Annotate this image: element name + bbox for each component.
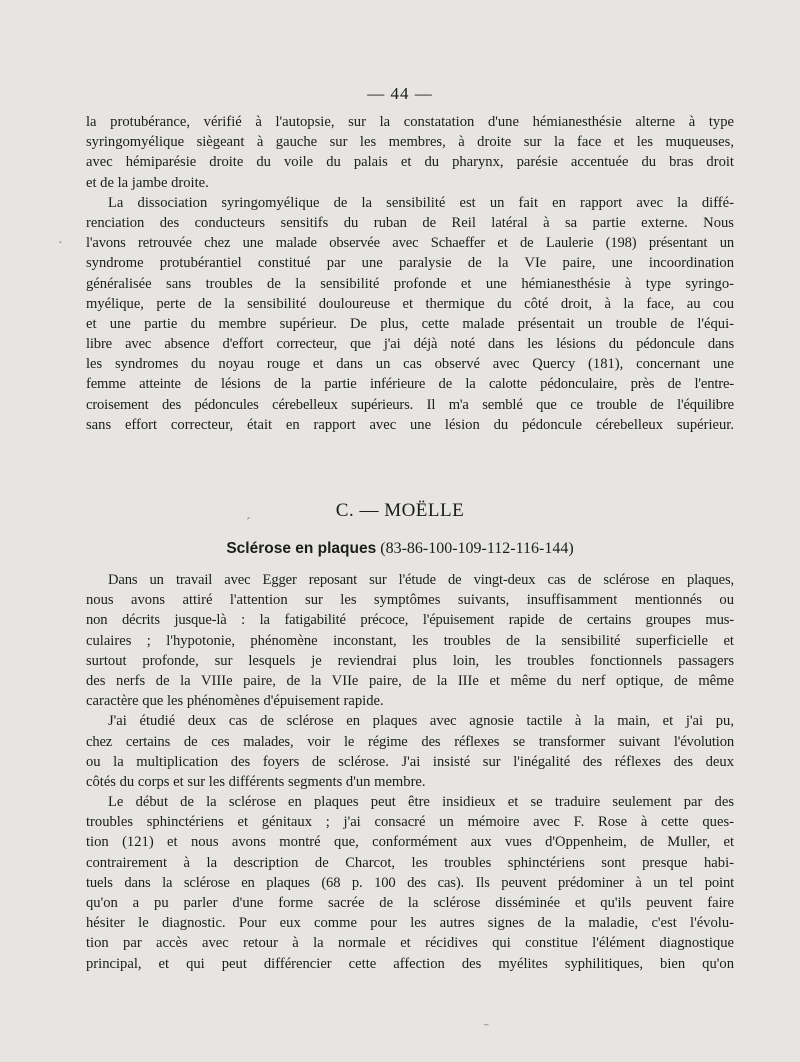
text-line: croisement des pédoncules cérebelleux supérieurs. Il m'a semblé que ce trouble de l'équilibre	[86, 396, 734, 413]
text-line: Le début de la sclérose en plaques peut être insidieux et se traduire seulement par des	[108, 794, 734, 811]
text-line: ou la multiplication des foyers de sclérose. J'ai insisté sur l'inégalité des réflexes des deux	[86, 753, 734, 770]
text-line: myélique, perte de la sensibilité douloureuse et thermique du côté droit, à la face, au cou	[86, 295, 734, 312]
section-heading: C. — MOËLLE	[335, 500, 465, 521]
text-line: troubles sphinctériens et génitaux ; j'ai consacré un mémoire avec F. Rose à cette ques-	[86, 814, 734, 831]
text-line: hésiter le diagnostic. Pour eux comme pour les autres signes de la maladie, c'est l'évolu-	[86, 915, 734, 932]
text-line: non décrits jusque-là : la fatigabilité précoce, l'épuisement rapide de certains groupes mus-	[86, 612, 734, 629]
text-line: Dans un travail avec Egger reposant sur l'étude de vingt-deux cas de sclérose en plaques,	[108, 572, 734, 588]
text-line: caractère que les phénomènes d'épuisement rapide.	[86, 693, 384, 710]
margin-speck: ˉ	[484, 1022, 489, 1037]
margin-speck: ·	[58, 236, 63, 251]
text-line: nous avons attiré l'attention sur les symptômes suivants, insuffisamment mentionnés ou	[86, 592, 734, 609]
text-line: sans effort correcteur, était en rapport avec une lésion du pédoncule cérebelleux supérieur.	[86, 416, 734, 433]
text-line: libre avec absence d'effort correcteur, que j'ai déjà noté dans les lésions du pédoncule dans	[86, 336, 734, 353]
text-line: La dissociation syringomyélique de la sensibilité est un fait en rapport avec la diffé-	[108, 194, 734, 211]
subheading	[0, 540, 800, 558]
text-line: généralisée sans troubles de la sensibilité profonde et une hémianesthésie à type syringo-	[86, 275, 734, 292]
text-line: renciation des conducteurs sensitifs du ruban de Reil latéral à sa partie externe. Nous	[86, 214, 734, 231]
text-line: culaires ; l'hypotonie, phénomène inconstant, les troubles de la sensibilité superficielle et	[86, 632, 734, 649]
text-line: syringomyélique siègeant à gauche sur les membres, à droite sur la face et les muqueuses,	[86, 134, 734, 151]
page-number: — 44 —	[367, 84, 433, 103]
subheading-references: (83-86-100-109-112-116-144)	[376, 540, 574, 557]
text-line: tion par accès avec retour à la normale et récidives qui constitue l'élément diagnostique	[86, 935, 734, 952]
text-line: et une partie du membre supérieur. De plus, cette malade présentait un trouble de l'équi-	[86, 315, 734, 332]
text-line: tion (121) et nous avons montré que, conformément aux vues d'Oppenheim, de Muller, et	[86, 834, 734, 851]
text-line: l'avons retrouvée chez une malade observée avec Schaeffer et de Laulerie (198) présentant un	[86, 235, 734, 252]
text-line: tuels dans la sclérose en plaques (68 p. 100 des cas). Ils peuvent prédominer à un tel point	[86, 874, 734, 891]
text-line: chez certains de ces malades, voir le régime des réflexes se transformer suivant l'évolution	[86, 733, 734, 750]
paragraph-block-protuberance	[86, 112, 734, 435]
subheading-title: Sclérose en plaques	[226, 540, 377, 557]
text-line: avec hémiparésie droite du voile du palais et du pharynx, parésie accentuée du bras droit	[86, 154, 734, 171]
text-line: J'ai étudié deux cas de sclérose en plaques avec agnosie tactile à la main, et j'ai pu,	[108, 713, 734, 730]
text-line: principal, et qui peut différencier cette affection des myélites syphilitiques, bien qu'on	[86, 955, 734, 972]
text-line: contrairement à la description de Charcot, les troubles sphinctériens sont presque habi-	[86, 854, 734, 871]
paragraph-block-sclerose	[86, 570, 734, 974]
text-line: les syndromes du noyau rouge et dans un cas observé avec Quercy (181), concernant une	[86, 356, 734, 373]
text-line: surtout profonde, sur lesquels je reviendrai plus loin, les troubles fonctionnels passagers	[86, 652, 734, 669]
text-line: côtés du corps et sur les différents segments d'un membre.	[86, 773, 426, 790]
text-line: des nerfs de la VIIIe paire, de la VIIe paire, de la IIIe et même du nerf optique, de même	[86, 672, 734, 689]
text-line: syndrome protubérantiel constitué par une paralysie de la VIe paire, une incoordination	[86, 255, 734, 272]
text-line: et de la jambe droite.	[86, 174, 209, 191]
margin-speck: ˊ	[246, 516, 251, 531]
text-line: qu'on a pu parler d'une forme sacrée de la sclérose disséminée et qu'ils peuvent faire	[86, 895, 734, 911]
text-line: la protubérance, vérifié à l'autopsie, sur la constatation d'une hémianesthésie alterne à type	[86, 114, 734, 130]
text-line: femme atteinte de lésions de la partie inférieure de la calotte pédonculaire, près de l'entre-	[86, 376, 734, 393]
